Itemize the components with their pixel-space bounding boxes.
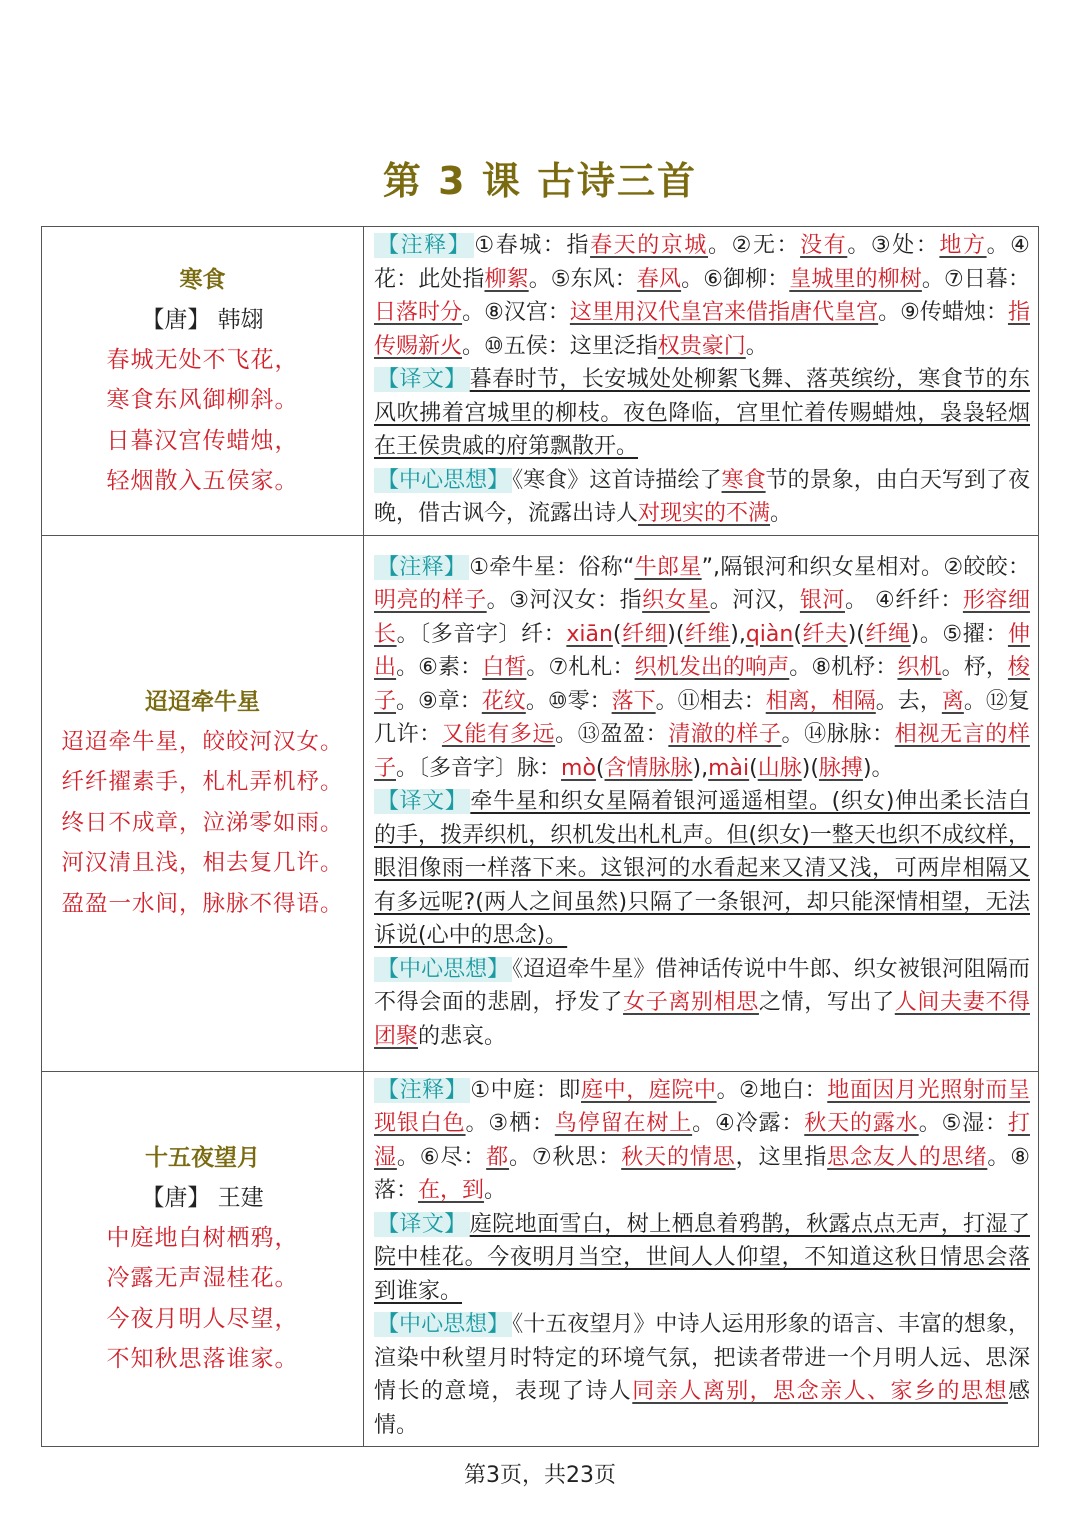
text-segment: 的悲哀。 xyxy=(418,1023,507,1049)
key-answer: 柳絮 xyxy=(484,266,529,292)
key-answer: 地方 xyxy=(939,233,987,258)
text-segment: 。④花：此处指 xyxy=(374,233,1030,292)
key-answer: 没有 xyxy=(800,233,848,258)
key-answer: 秋天的情思 xyxy=(621,1144,736,1170)
key-answer: 春风 xyxy=(636,266,682,292)
text-segment: 《迢迢牵牛星》借神话传说中牛郎、织女被银河阻隔而不得会面的悲剧，抒发了 xyxy=(374,956,1030,1016)
key-answer: 清澈的样子 xyxy=(668,722,782,748)
text-segment: 。杼， xyxy=(941,655,1008,681)
poem-title: 迢迢牵牛星 xyxy=(145,688,260,715)
key-answer: 秋天的露水 xyxy=(804,1111,919,1136)
key-answer: 明亮的样子 xyxy=(374,588,487,614)
text-segment: 。⑦日暮： xyxy=(921,266,1030,292)
section-tag: 【译文】 xyxy=(374,789,470,814)
text-segment: ①中庭：即 xyxy=(470,1077,582,1103)
section-tag: 【中心思想】 xyxy=(374,1312,512,1337)
text-segment: 。③处： xyxy=(847,233,940,258)
text-segment: 。⑬盈盈： xyxy=(555,722,669,748)
text-segment: )。⑤擢： xyxy=(910,621,1008,647)
text-segment: ①牵牛星：俗称“ xyxy=(469,554,635,580)
key-answer: 日落时分 xyxy=(374,300,463,325)
section-tag: 【中心思想】 xyxy=(374,957,512,982)
text-segment: )( xyxy=(801,755,819,781)
poem-line: 日暮汉宫传蜡烛， xyxy=(106,427,299,454)
notes-cell xyxy=(364,535,1039,1071)
text-segment: ”,隔银河和织女星相对。②皎皎： xyxy=(701,554,1030,580)
poem-author: 【唐】 王建 xyxy=(141,1184,264,1211)
key-answer: 牛郎星 xyxy=(634,554,702,580)
section-tag: 【注释】 xyxy=(374,1078,470,1103)
text-segment: 暮春时节，长安城处处柳絮飞舞、落英缤纷，寒食节的东风吹拂着宫城里的柳枝。夜色降临，宫里忙着传赐蜡烛，袅袅轻烟在王侯贵戚的府第飘散开。 xyxy=(374,367,1030,459)
key-answer: 织机 xyxy=(897,655,942,681)
key-answer: 脉搏 xyxy=(818,755,863,781)
poem-title: 寒食 xyxy=(179,266,226,293)
text-segment: 。③栖： xyxy=(465,1111,555,1136)
key-answer: 都 xyxy=(486,1144,510,1170)
key-answer: mài xyxy=(708,755,750,781)
poem-cell xyxy=(42,535,364,1071)
key-answer: 相离，相隔 xyxy=(765,688,876,714)
text-segment: 。〔多音字〕脉： xyxy=(396,755,562,781)
key-answer: 寒食 xyxy=(721,467,766,493)
poem-line: 今夜月明人尽望， xyxy=(106,1305,299,1332)
text-segment: 之情，写出了 xyxy=(758,990,895,1016)
key-answer: 地面因月光照射而呈现银白色 xyxy=(374,1077,1030,1136)
translation-block xyxy=(374,785,1030,953)
annotation-block xyxy=(374,229,1030,363)
key-answer: 纤细 xyxy=(621,621,668,647)
text-segment: 。⑧落： xyxy=(374,1144,1030,1203)
key-answer: 织女星 xyxy=(642,588,710,614)
text-segment: 节的景象，由白天写到了夜晚，借古讽今，流露出诗人 xyxy=(374,467,1030,526)
text-segment: 。②无： xyxy=(708,233,801,258)
section-tag: 【译文】 xyxy=(374,1212,470,1237)
text-segment: 。 xyxy=(770,501,793,526)
text-segment: 。河汉， xyxy=(709,588,800,614)
key-answer: 庭中，庭院中 xyxy=(581,1077,717,1103)
text-segment: 。 ④纤纤： xyxy=(844,588,963,614)
notes-cell xyxy=(364,227,1039,536)
text-segment: 。〔多音字〕纤： xyxy=(396,621,567,647)
text-segment: 。去， xyxy=(875,688,942,714)
text-segment: 。⑧机杼： xyxy=(789,655,898,681)
poem-line: 纤纤擢素手，札札弄机杼。 xyxy=(61,769,344,796)
text-segment: )。 xyxy=(862,755,894,781)
text-segment: 。⑥尽： xyxy=(396,1144,487,1170)
text-segment: 感情。 xyxy=(374,1379,1030,1438)
key-answer: 指传赐新火 xyxy=(374,300,1030,359)
text-segment: 。⑧汉宫： xyxy=(462,300,570,325)
poem-row xyxy=(42,535,1039,1071)
key-answer: 春天的京城 xyxy=(590,233,709,258)
poem-author: 【唐】 韩翃 xyxy=(141,306,264,333)
key-answer: 银河 xyxy=(799,588,845,614)
key-answer: 又能有多远 xyxy=(441,722,556,748)
poem-row xyxy=(42,227,1039,536)
text-segment: 。⑩五侯：这里泛指 xyxy=(462,333,658,359)
section-tag: 【中心思想】 xyxy=(374,468,512,493)
text-segment: 牵牛星和织女星隔着银河遥遥相望。(织女)伸出柔长洁白的手，拨弄织机，织机发出札札声。但(织女)一整天也织不成纹样，眼泪像雨一样落下来。这银河的水看起来又清又浅，可两岸相隔又有多远呢?(两人之间虽然)只隔了一条银河，却只能深情相望，无法诉说(心中的思念)。 xyxy=(374,789,1030,949)
poem-line: 春城无处不飞花， xyxy=(106,346,299,373)
poem-line: 不知秋思落谁家。 xyxy=(106,1346,299,1373)
theme-block xyxy=(374,1308,1030,1442)
section-tag: 【注释】 xyxy=(374,233,474,258)
text-segment: 。④冷露： xyxy=(692,1111,805,1136)
text-segment: )( xyxy=(667,621,685,647)
text-segment: 。⑦札札： xyxy=(526,655,635,681)
poem-cell xyxy=(42,1071,364,1447)
poem-line: 中庭地白树栖鸦， xyxy=(106,1224,299,1251)
poem-line: 河汉清且浅，相去复几许。 xyxy=(61,850,344,877)
lesson-table xyxy=(41,226,1039,1447)
text-segment: ，这里指 xyxy=(735,1144,828,1170)
poem-line: 盈盈一水间，脉脉不得语。 xyxy=(61,890,344,917)
text-segment: 。⑤东风： xyxy=(528,266,637,292)
theme-block xyxy=(374,464,1030,531)
translation-block xyxy=(374,363,1030,464)
key-answer: 形容细长 xyxy=(374,588,1030,647)
text-segment: 。⑤湿： xyxy=(918,1111,1008,1136)
theme-block xyxy=(374,953,1030,1054)
key-answer: 同亲人离别，思念亲人、家乡的思想 xyxy=(632,1379,1008,1404)
key-answer: 对现实的不满 xyxy=(638,501,771,526)
key-answer: 梭子 xyxy=(374,655,1030,714)
key-answer: 纤夫 xyxy=(801,621,848,647)
key-answer: 在，到 xyxy=(418,1178,485,1203)
text-segment: 。⑫复几许： xyxy=(374,688,1030,748)
text-segment: 。⑨章： xyxy=(396,688,482,714)
text-segment: 。②地白： xyxy=(716,1077,828,1103)
text-segment: 。⑭脉脉： xyxy=(781,722,895,748)
key-answer: 含情脉脉 xyxy=(604,755,693,781)
text-segment: 。⑦秋思： xyxy=(509,1144,622,1170)
notes-cell xyxy=(364,1071,1039,1447)
key-answer: 落下 xyxy=(611,688,656,714)
key-answer: mò xyxy=(561,755,596,781)
section-tag: 【注释】 xyxy=(374,555,469,580)
poem-line: 寒食东风御柳斜。 xyxy=(106,387,299,414)
annotation-block xyxy=(374,1074,1030,1208)
text-segment: ( xyxy=(793,621,802,647)
key-answer: 相视无言的样子 xyxy=(374,722,1030,781)
key-answer: 权贵豪门 xyxy=(657,333,746,359)
poem-line: 迢迢牵牛星，皎皎河汉女。 xyxy=(61,728,344,755)
text-segment: 《寒食》这首诗描绘了 xyxy=(512,467,722,493)
text-segment: 。⑥素： xyxy=(396,655,483,681)
key-answer: 纤绳 xyxy=(864,621,911,647)
translation-block xyxy=(374,1208,1030,1309)
text-segment: 。 xyxy=(484,1178,507,1203)
text-segment: ), xyxy=(692,755,709,781)
key-answer: 人间夫妻不得团聚 xyxy=(374,990,1030,1049)
key-answer: 纤维 xyxy=(684,621,731,647)
key-answer: 打湿 xyxy=(374,1111,1030,1170)
text-segment: 庭院地面雪白，树上栖息着鸦鹊，秋露点点无声，打湿了院中桂花。今夜明月当空，世间人人仰望，不知道这秋日情思会落到谁家。 xyxy=(374,1211,1030,1304)
poem-line: 轻烟散入五侯家。 xyxy=(106,468,299,495)
key-answer: 织机发出的响声 xyxy=(634,655,790,681)
key-answer: 思念友人的思绪 xyxy=(827,1144,988,1170)
text-segment: ①春城：指 xyxy=(474,233,591,258)
page-title: 第 3 课 古诗三首 xyxy=(382,159,698,203)
text-segment: 。⑩零： xyxy=(525,688,612,714)
text-segment: )( xyxy=(847,621,865,647)
poem-line: 终日不成章，泣涕零如雨。 xyxy=(61,809,344,836)
text-segment: 。⑪相去： xyxy=(655,688,766,714)
text-segment: ), xyxy=(730,621,746,647)
key-answer: 伸出 xyxy=(374,621,1030,681)
annotation-block xyxy=(374,551,1030,786)
text-segment: ( xyxy=(595,755,605,781)
key-answer: 这里用汉代皇宫来借指唐代皇宫 xyxy=(569,300,879,325)
key-answer: 离 xyxy=(941,688,964,714)
poem-row xyxy=(42,1071,1039,1447)
key-answer: qiàn xyxy=(745,621,794,647)
poem-line: 冷露无声湿桂花。 xyxy=(106,1265,299,1292)
section-tag: 【译文】 xyxy=(374,367,470,392)
key-answer: 皇城里的柳树 xyxy=(789,266,922,292)
key-answer: 山脉 xyxy=(757,755,802,781)
text-segment: 《十五夜望月》中诗人运用形象的语言、丰富的想象，渲染中秋望月时特定的环境气氛，把读者带进一个月明人远、思深情长的意境，表现了诗人 xyxy=(374,1312,1030,1404)
page-footer: 第3页，共23页 xyxy=(464,1463,616,1488)
text-segment: ( xyxy=(612,621,622,647)
key-answer: 鸟停留在树上 xyxy=(554,1111,693,1136)
text-segment: 。⑥御柳： xyxy=(681,266,790,292)
key-answer: 女子离别相思 xyxy=(623,990,759,1016)
text-segment: 。③河汉女：指 xyxy=(486,588,643,614)
text-segment: 。⑨传蜡烛： xyxy=(878,300,1008,325)
key-answer: 花纹 xyxy=(481,688,526,714)
text-segment: 。 xyxy=(745,333,768,359)
text-segment: ( xyxy=(749,755,758,781)
key-answer: xiān xyxy=(566,621,613,647)
poem-cell xyxy=(42,227,364,536)
key-answer: 白皙 xyxy=(482,655,527,681)
poem-title: 十五夜望月 xyxy=(145,1144,260,1171)
